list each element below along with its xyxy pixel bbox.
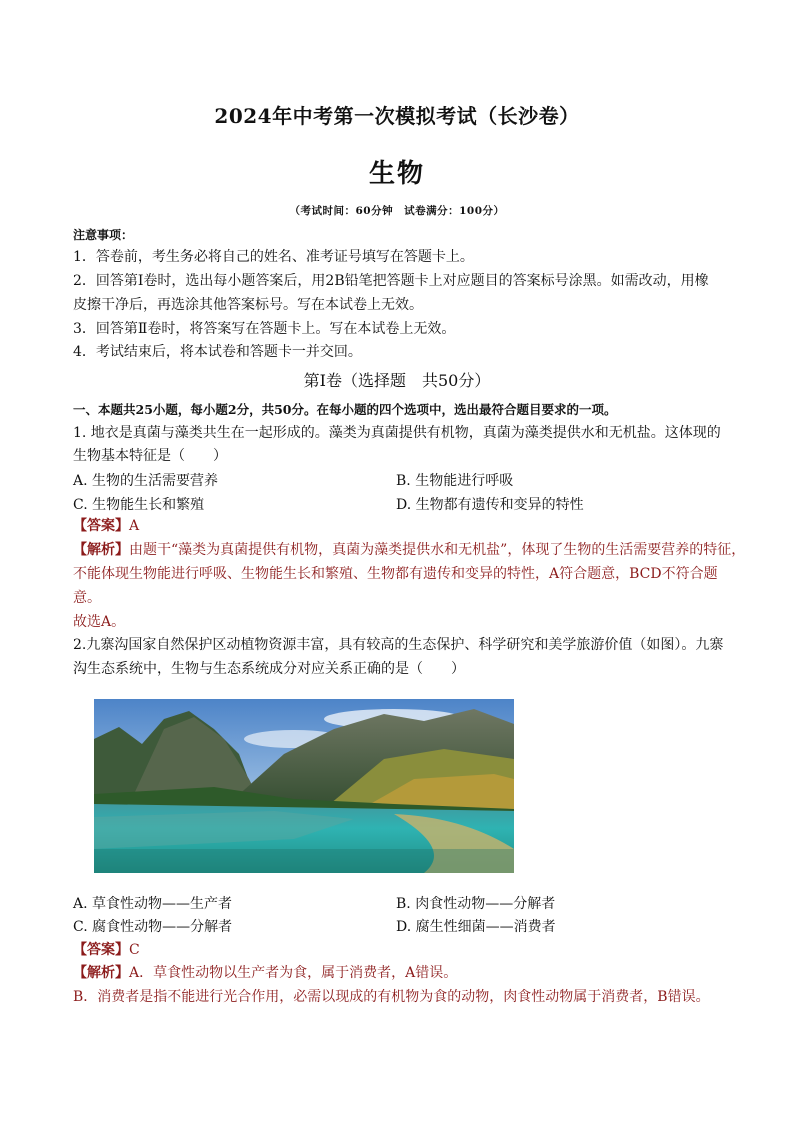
q1-option-a: A. 生物的生活需要营养 [73,473,219,489]
section-description: 一、本题共25小题，每小题2分，共50分。在每小题的四个选项中，选出最符合题目要求的一项。 [73,402,617,417]
notice-line-2: 2．回答第Ⅰ卷时，选出每小题答案后，用2B铅笔把答题卡上对应题目的答案标号涂黑。如需改动，用橡 [73,273,709,289]
q2-stem-line-2: 沟生态系统中，生物与生态系统成分对应关系正确的是（ ） [73,661,465,677]
exam-info: （考试时间：60分钟 试卷满分：100分） [289,205,505,217]
analysis-text: 由题干“藻类为真菌提供有机物，真菌为藻类提供水和无机盐”，体现了生物的生活需要营养的特征， [129,542,746,558]
analysis-tag: 【解析】 [73,965,129,981]
jiuzhaigou-landscape-photo [94,699,514,873]
section-title: 第Ⅰ卷（选择题 共50分） [303,371,491,390]
q1-option-d: D. 生物都有遗传和变异的特性 [396,497,584,513]
answer-tag: 【答案】 [73,942,129,958]
notice-line-5: 4．考试结束后，将本试卷和答题卡一并交回。 [73,344,362,360]
analysis-text: A．草食性动物以生产者为食，属于消费者，A错误。 [129,965,458,981]
q1-stem-line-2: 生物基本特征是（ ） [73,448,227,464]
q2-option-c: C. 腐食性动物——分解者 [73,919,233,935]
q1-option-b: B. 生物能进行呼吸 [396,473,514,489]
q1-analysis-line-3: 意。 [73,590,101,606]
q2-option-b: B. 肉食性动物——分解者 [396,896,556,912]
q2-answer [73,940,140,960]
q1-answer [73,516,139,536]
q1-stem-line-1: 1. 地衣是真菌与藻类共生在一起形成的。藻类为真菌提供有机物，真菌为藻类提供水和无机盐。这体现的 [73,425,721,441]
subject-title: 生物 [368,159,425,189]
q1-analysis-line-1 [73,540,745,560]
q2-stem-line-1: 2.九寨沟国家自然保护区动植物资源丰富，具有较高的生态保护、科学研究和美学旅游价值（如图）。九寨 [73,637,724,653]
q2-option-d: D. 腐生性细菌——消费者 [396,919,556,935]
notice-line-1: 1．答卷前，考生务必将自己的姓名、准考证号填写在答题卡上。 [73,249,474,265]
q1-conclusion: 故选A。 [73,614,126,630]
q2-option-a: A. 草食性动物——生产者 [73,896,233,912]
notice-title: 注意事项： [73,228,134,242]
q2-analysis-line-1 [73,963,457,983]
notice-line-4: 3．回答第Ⅱ卷时，将答案写在答题卡上。写在本试卷上无效。 [73,321,456,337]
answer-value: C [129,942,140,958]
q1-option-c: C. 生物能生长和繁殖 [73,497,205,513]
answer-value: A [129,518,140,534]
answer-tag: 【答案】 [73,518,129,534]
q2-analysis-line-2: B．消费者是指不能进行光合作用，必需以现成的有机物为食的动物，肉食性动物属于消费者，B错误。 [73,989,710,1005]
exam-title: 2024年中考第一次模拟考试（长沙卷） [214,104,580,128]
q1-analysis-line-2: 不能体现生物能进行呼吸、生物能生长和繁殖、生物都有遗传和变异的特性，A符合题意，BCD不符合题 [73,566,718,582]
notice-line-3: 皮擦干净后，再选涂其他答案标号。写在本试卷上无效。 [73,297,423,313]
analysis-tag: 【解析】 [73,542,129,558]
